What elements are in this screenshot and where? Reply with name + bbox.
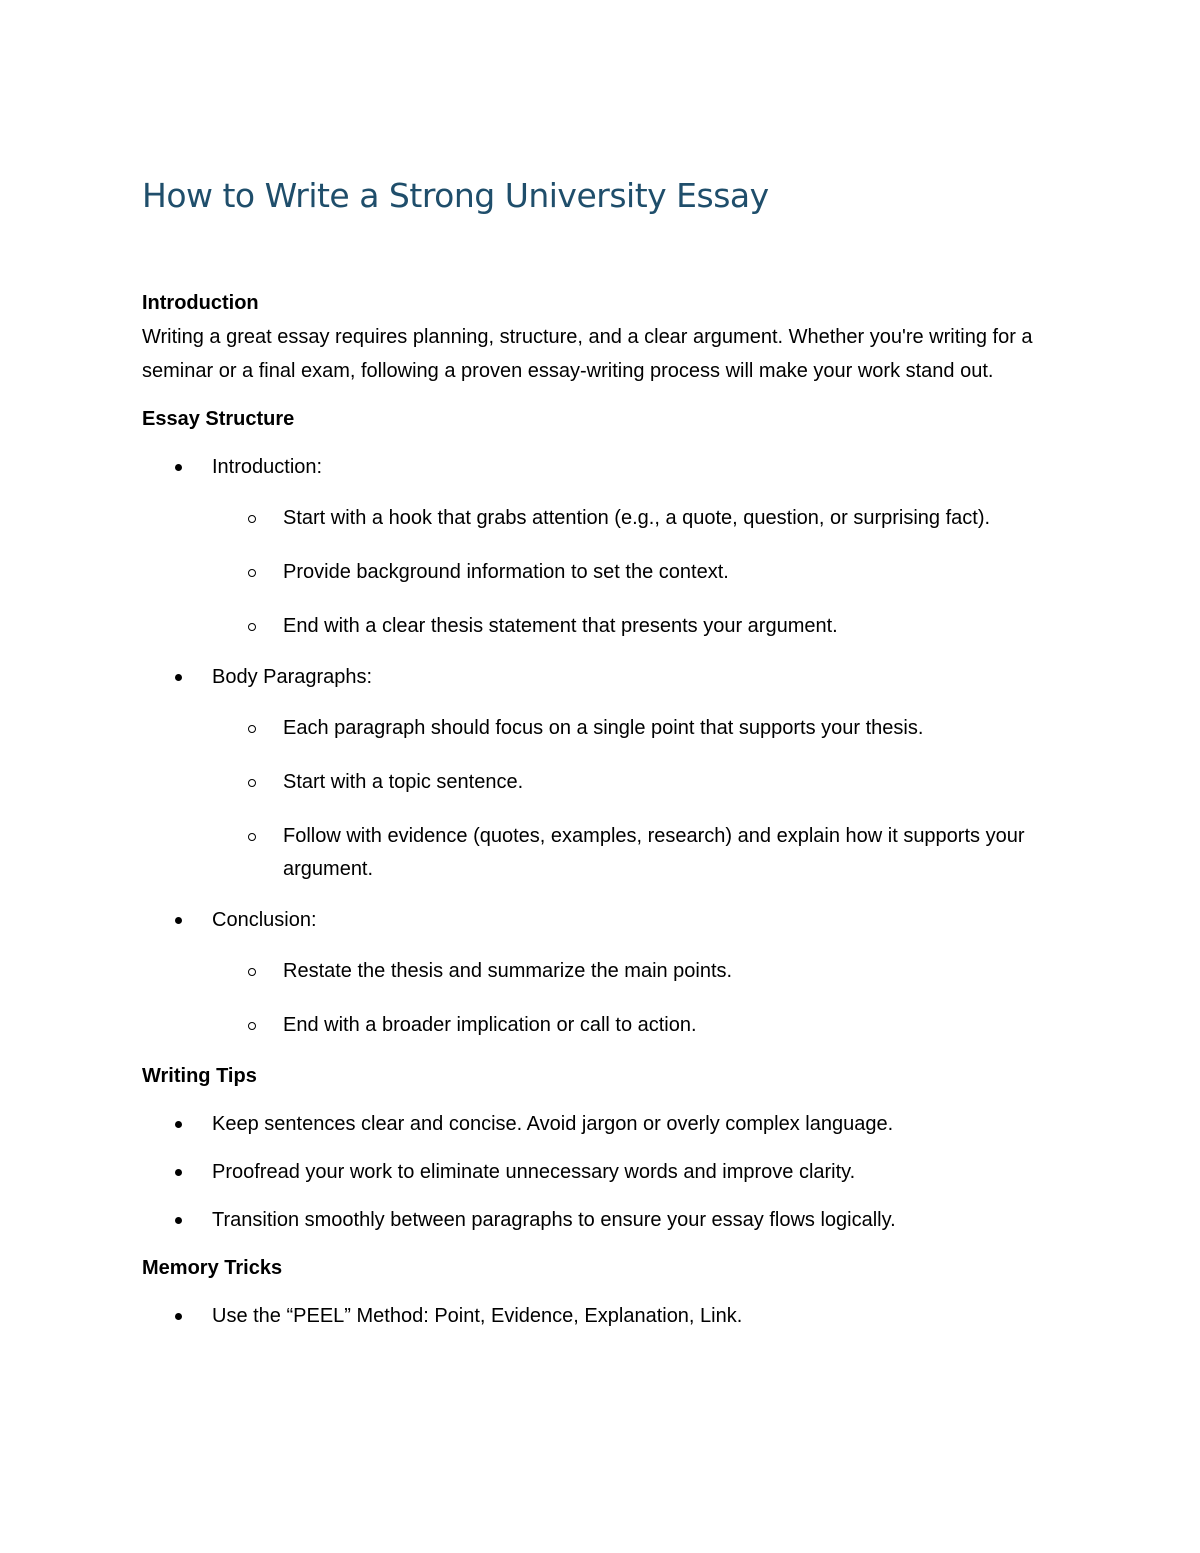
memory-tricks-heading: Memory Tricks — [142, 1257, 283, 1279]
list-item-text: Transition smoothly between paragraphs to ensure your essay flows logically. — [212, 1209, 896, 1231]
introduction-heading: Introduction — [142, 292, 259, 314]
sublist-item — [212, 955, 1043, 988]
bullet-dot-icon — [175, 917, 182, 924]
list-item-text: Use the “PEEL” Method: Point, Evidence, Explanation, Link. — [212, 1305, 743, 1327]
sublist-item — [212, 766, 1043, 799]
conclusion-sublist — [212, 955, 1042, 1042]
bullet-circle-icon — [248, 968, 256, 976]
essay-structure-heading: Essay Structure — [142, 408, 295, 430]
bullet-circle-icon — [248, 569, 256, 577]
list-item-label: Introduction: — [212, 456, 323, 478]
list-item-body-paragraphs — [142, 663, 1042, 886]
sublist-item-text: Restate the thesis and summarize the main points. — [283, 960, 733, 982]
sublist-item-text: End with a broader implication or call to action. — [283, 1014, 697, 1036]
sublist-item-text: Start with a topic sentence. — [283, 771, 524, 793]
introduction-paragraph: Writing a great essay requires planning, structure, and a clear argument. Whether you're writing for a seminar or a final exam, following a proven essay-writing process will make your work stand out. — [142, 326, 1033, 382]
sublist-item — [212, 820, 1043, 886]
writing-tips-heading: Writing Tips — [142, 1065, 257, 1087]
body-paragraphs-sublist — [212, 712, 1042, 886]
sublist-item-text: Provide background information to set the context. — [283, 561, 729, 583]
bullet-circle-icon — [248, 725, 256, 733]
list-item-text: Proofread your work to eliminate unnecessary words and improve clarity. — [212, 1161, 856, 1183]
bullet-dot-icon — [175, 1313, 182, 1320]
list-item-text: Keep sentences clear and concise. Avoid jargon or overly complex language. — [212, 1113, 894, 1135]
bullet-dot-icon — [175, 1217, 182, 1224]
bullet-dot-icon — [175, 674, 182, 681]
sublist-item-text: Start with a hook that grabs attention (e.g., a quote, question, or surprising fact). — [283, 507, 991, 529]
sublist-item — [212, 610, 1043, 643]
bullet-circle-icon — [248, 1022, 256, 1030]
document-title: How to Write a Strong University Essay — [142, 176, 769, 215]
sublist-item-text: End with a clear thesis statement that presents your argument. — [283, 615, 838, 637]
list-item-label: Body Paragraphs: — [212, 666, 373, 688]
list-item-introduction — [142, 453, 1042, 643]
list-item — [142, 1206, 1042, 1234]
essay-structure-list — [142, 453, 1042, 1042]
bullet-circle-icon — [248, 779, 256, 787]
bullet-dot-icon — [175, 1121, 182, 1128]
bullet-dot-icon — [175, 464, 182, 471]
document-body — [142, 289, 1042, 1330]
memory-tricks-list — [142, 1302, 1042, 1330]
list-item-label: Conclusion: — [212, 909, 317, 931]
sublist-item-text: Each paragraph should focus on a single point that supports your thesis. — [283, 717, 924, 739]
sublist-item-text: Follow with evidence (quotes, examples, research) and explain how it supports your argument. — [283, 825, 1025, 880]
bullet-dot-icon — [175, 1169, 182, 1176]
sublist-item — [212, 502, 1043, 535]
sublist-item — [212, 1009, 1043, 1042]
list-item-conclusion — [142, 906, 1042, 1042]
list-item — [142, 1302, 1042, 1330]
introduction-sublist — [212, 502, 1042, 643]
sublist-item — [212, 712, 1043, 745]
list-item — [142, 1110, 1042, 1138]
writing-tips-list — [142, 1110, 1042, 1234]
bullet-circle-icon — [248, 515, 256, 523]
list-item — [142, 1158, 1042, 1186]
bullet-circle-icon — [248, 833, 256, 841]
sublist-item — [212, 556, 1043, 589]
bullet-circle-icon — [248, 623, 256, 631]
